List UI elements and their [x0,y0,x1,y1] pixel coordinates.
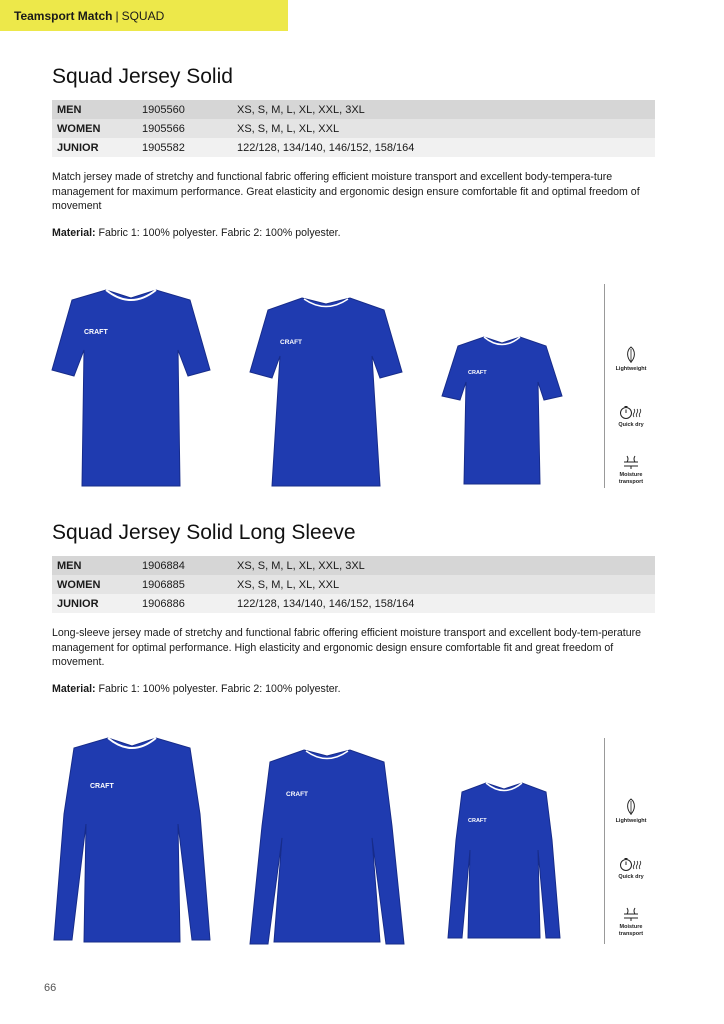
product-title: Squad Jersey Solid Long Sleeve [52,521,356,544]
group-cell: MEN [57,103,82,116]
group-cell: MEN [57,559,82,572]
material-label: Material: [52,226,96,239]
table-row [52,594,655,613]
product-title: Squad Jersey Solid [52,65,233,88]
moisture-transport-icon [622,906,640,922]
group-cell: JUNIOR [57,141,99,154]
feature-label: Lightweight [615,366,647,372]
women-long-sleeve-image [246,746,408,948]
sizes-cell: XS, S, M, L, XL, XXL [237,122,340,135]
men-jersey-image [50,286,212,488]
product-section-jersey [52,64,655,239]
feature-moisture-transport [608,906,654,937]
craft-logo: CRAFT [90,783,114,790]
craft-logo: CRAFT [468,818,487,824]
size-table [52,100,655,157]
article-cell: 1905560 [142,103,185,116]
table-row [52,119,655,138]
feature-quick-dry [608,404,654,429]
feather-icon [624,798,638,816]
feature-label: Moisture transport [618,924,644,937]
page-number: 66 [44,982,57,994]
craft-logo: CRAFT [84,329,108,336]
moisture-transport-icon [622,454,640,470]
table-row [52,556,655,575]
header-separator: | [115,8,119,23]
feature-label: Quick dry [618,422,644,428]
junior-long-sleeve-image [446,780,562,942]
product-section-long-sleeve [52,520,655,695]
header-subcategory: SQUAD [121,8,165,23]
feather-icon [624,346,638,364]
feature-quick-dry [608,856,654,881]
table-row [52,575,655,594]
men-long-sleeve-image [50,734,214,944]
stopwatch-icon [619,856,643,872]
article-cell: 1905566 [142,122,185,135]
craft-logo: CRAFT [468,370,487,376]
stopwatch-icon [619,404,643,420]
feature-label: Quick dry [618,874,644,880]
material-line [52,227,655,239]
article-cell: 1906886 [142,597,185,610]
table-row [52,100,655,119]
sizes-cell: XS, S, M, L, XL, XXL, 3XL [237,559,365,572]
header-category: Teamsport Match [14,8,113,23]
sizes-cell: 122/128, 134/140, 146/152, 158/164 [237,141,415,154]
craft-logo: CRAFT [280,339,303,346]
sizes-cell: XS, S, M, L, XL, XXL, 3XL [237,103,365,116]
divider [604,284,605,488]
craft-logo: CRAFT [286,791,309,798]
women-jersey-image [246,294,406,488]
feature-label: Lightweight [615,818,647,824]
article-cell: 1906885 [142,578,185,591]
sizes-cell: XS, S, M, L, XL, XXL [237,578,340,591]
table-row [52,138,655,157]
article-cell: 1906884 [142,559,185,572]
material-text: Fabric 1: 100% polyester. Fabric 2: 100% polyester. [98,226,341,239]
header-category-tab [0,0,288,31]
feature-lightweight [608,346,654,373]
feature-label: Moisture transport [618,472,644,485]
size-table [52,556,655,613]
group-cell: WOMEN [57,578,101,591]
divider [604,738,605,944]
product-description: Match jersey made of stretchy and functional fabric offering efficient moisture transport and excellent body-tempera-ture management for maximum performance. Great elasticity and ergonomic design ensure comfortable fit and optimal freedom of movement [52,171,640,212]
material-text: Fabric 1: 100% polyester. Fabric 2: 100% polyester. [98,682,341,695]
feature-moisture-transport [608,454,654,485]
material-label: Material: [52,682,96,695]
material-line [52,683,655,695]
group-cell: JUNIOR [57,597,99,610]
product-description: Long-sleeve jersey made of stretchy and functional fabric offering efficient moisture transport and excellent body-tem-perature management for optimal performance. High elasticity and ergonomic design ensure comfortable fit and great freedom of movement. [52,627,642,668]
sizes-cell: 122/128, 134/140, 146/152, 158/164 [237,597,415,610]
feature-lightweight [608,798,654,825]
article-cell: 1905582 [142,141,185,154]
group-cell: WOMEN [57,122,101,135]
junior-jersey-image [440,334,564,486]
